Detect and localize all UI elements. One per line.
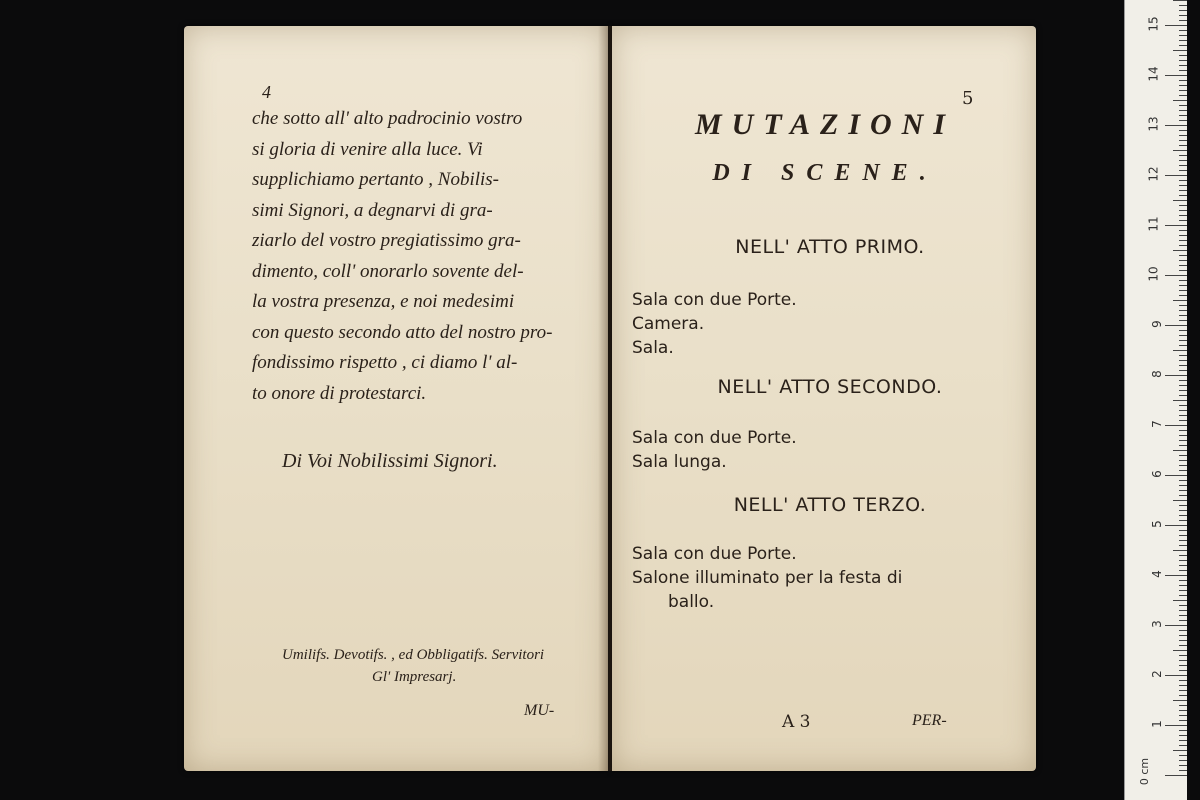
ruler-tick <box>1179 145 1187 146</box>
ruler-tick <box>1179 110 1187 111</box>
ruler-tick <box>1179 205 1187 206</box>
ruler-tick <box>1179 695 1187 696</box>
ruler-tick <box>1165 625 1187 626</box>
ruler-tick <box>1165 225 1187 226</box>
ruler-tick <box>1179 60 1187 61</box>
left-page-number: 4 <box>262 82 271 102</box>
ruler-tick <box>1179 730 1187 731</box>
scene-item: Sala con due Porte. <box>632 544 797 564</box>
ruler-tick <box>1179 220 1187 221</box>
ruler-tick <box>1179 590 1187 591</box>
ruler-tick <box>1179 290 1187 291</box>
ruler-tick <box>1179 395 1187 396</box>
ruler-tick <box>1179 380 1187 381</box>
ruler-tick <box>1179 210 1187 211</box>
ruler-tick <box>1179 385 1187 386</box>
ruler-tick <box>1179 605 1187 606</box>
body-line: si gloria di venire alla luce. Vi <box>252 138 483 160</box>
ruler-unit-label: 0 cm <box>1138 757 1152 786</box>
ruler-tick <box>1173 300 1187 301</box>
ruler-tick <box>1165 675 1187 676</box>
ruler-tick <box>1179 190 1187 191</box>
salutation: Di Voi Nobilissimi Signori. <box>282 450 498 472</box>
ruler-tick <box>1179 655 1187 656</box>
ruler-tick <box>1179 215 1187 216</box>
ruler-tick <box>1165 725 1187 726</box>
ruler-tick <box>1179 390 1187 391</box>
ruler-tick <box>1179 165 1187 166</box>
left-catchword: MU- <box>524 702 555 719</box>
ruler-tick <box>1179 445 1187 446</box>
ruler-tick <box>1179 410 1187 411</box>
ruler-tick <box>1179 80 1187 81</box>
ruler-tick <box>1179 245 1187 246</box>
ruler-tick <box>1179 405 1187 406</box>
ruler-tick <box>1179 115 1187 116</box>
ruler-tick <box>1165 75 1187 76</box>
ruler-tick <box>1179 620 1187 621</box>
ruler-tick <box>1173 400 1187 401</box>
ruler-number: 9 <box>1150 320 1165 328</box>
ruler-tick <box>1179 755 1187 756</box>
ruler-tick <box>1179 760 1187 761</box>
ruler-tick <box>1179 595 1187 596</box>
ruler-number: 15 <box>1146 16 1161 32</box>
ruler-tick <box>1173 100 1187 101</box>
ruler-tick <box>1179 295 1187 296</box>
ruler-tick <box>1179 745 1187 746</box>
ruler-tick <box>1179 460 1187 461</box>
ruler-tick <box>1179 30 1187 31</box>
ruler-tick <box>1179 180 1187 181</box>
ruler-tick <box>1179 305 1187 306</box>
ruler-tick <box>1179 160 1187 161</box>
ruler-tick <box>1179 740 1187 741</box>
ruler-tick <box>1173 50 1187 51</box>
ruler-tick <box>1165 525 1187 526</box>
scene-item: ballo. <box>668 592 715 612</box>
ruler-tick <box>1173 200 1187 201</box>
ruler-tick <box>1179 735 1187 736</box>
ruler-tick <box>1179 10 1187 11</box>
ruler-tick <box>1173 250 1187 251</box>
ruler-tick <box>1165 275 1187 276</box>
ruler-tick <box>1179 15 1187 16</box>
ruler-tick <box>1179 155 1187 156</box>
ruler-tick <box>1179 640 1187 641</box>
ruler-tick <box>1179 345 1187 346</box>
ruler-tick <box>1179 270 1187 271</box>
ruler-tick <box>1179 485 1187 486</box>
ruler-tick <box>1179 635 1187 636</box>
ruler-tick <box>1173 550 1187 551</box>
measurement-ruler <box>1124 0 1187 800</box>
ruler-tick <box>1165 325 1187 326</box>
ruler-tick <box>1179 540 1187 541</box>
ruler-tick <box>1179 585 1187 586</box>
ruler-tick <box>1179 365 1187 366</box>
left-page-body <box>252 104 592 409</box>
ruler-tick <box>1179 440 1187 441</box>
ruler-tick <box>1173 150 1187 151</box>
ruler-tick <box>1179 480 1187 481</box>
ruler-tick <box>1179 455 1187 456</box>
ruler-number: 8 <box>1150 370 1165 378</box>
ruler-tick <box>1179 355 1187 356</box>
ruler-number: 14 <box>1146 66 1161 82</box>
ruler-tick <box>1179 490 1187 491</box>
page-title: MUTAZIONI <box>694 108 956 141</box>
body-line: che sotto all' alto padrocinio vostro <box>252 108 523 129</box>
ruler-tick <box>1179 765 1187 766</box>
ruler-number: 2 <box>1150 670 1165 678</box>
ruler-tick <box>1179 660 1187 661</box>
ruler-tick <box>1179 360 1187 361</box>
act-heading: NELL' ATTO TERZO. <box>733 494 927 516</box>
ruler-tick <box>1179 70 1187 71</box>
ruler-tick <box>1179 260 1187 261</box>
ruler-number: 6 <box>1150 470 1165 478</box>
ruler-tick <box>1179 520 1187 521</box>
ruler-tick <box>1179 340 1187 341</box>
ruler-tick <box>1179 185 1187 186</box>
ruler-tick <box>1179 545 1187 546</box>
ruler-tick <box>1179 235 1187 236</box>
act-heading: NELL' ATTO SECONDO. <box>717 376 943 398</box>
body-line: dimento, coll' onorarlo sovente del- <box>252 260 524 282</box>
ruler-tick <box>1173 700 1187 701</box>
ruler-number: 5 <box>1150 520 1165 528</box>
ruler-tick <box>1179 195 1187 196</box>
ruler-tick <box>1179 420 1187 421</box>
ruler-tick <box>1173 500 1187 501</box>
ruler-tick <box>1179 685 1187 686</box>
ruler-tick <box>1179 140 1187 141</box>
scene-item: Sala con due Porte. <box>632 290 797 310</box>
ruler-tick <box>1179 580 1187 581</box>
ruler-tick <box>1179 470 1187 471</box>
ruler-tick <box>1179 430 1187 431</box>
signature-line: Gl' Impresarj. <box>372 669 457 685</box>
ruler-tick <box>1179 630 1187 631</box>
ruler-number: 3 <box>1150 620 1165 628</box>
body-line: ziarlo del vostro pregiatissimo gra- <box>252 230 521 251</box>
ruler-tick <box>1165 425 1187 426</box>
signature-block <box>282 644 602 688</box>
scene-list <box>632 542 902 614</box>
ruler-tick <box>1179 40 1187 41</box>
ruler-tick <box>1179 20 1187 21</box>
ruler-tick <box>1179 715 1187 716</box>
ruler-tick <box>1179 515 1187 516</box>
left-page <box>184 26 608 771</box>
ruler-tick <box>1179 265 1187 266</box>
ruler-tick <box>1179 505 1187 506</box>
ruler-tick <box>1179 135 1187 136</box>
ruler-tick <box>1179 565 1187 566</box>
ruler-tick <box>1179 120 1187 121</box>
ruler-tick <box>1165 25 1187 26</box>
ruler-tick <box>1179 310 1187 311</box>
body-line: fondissimo rispetto , ci diamo l' al- <box>252 352 518 373</box>
signature-line: Umilifs. Devotifs. , ed Obbligatifs. Servitori <box>282 647 545 663</box>
ruler-tick <box>1165 575 1187 576</box>
ruler-tick <box>1173 350 1187 351</box>
ruler-tick <box>1179 690 1187 691</box>
ruler-number: 10 <box>1146 266 1161 282</box>
ruler-tick <box>1179 465 1187 466</box>
ruler-tick <box>1173 750 1187 751</box>
ruler-tick <box>1179 95 1187 96</box>
ruler-tick <box>1179 720 1187 721</box>
body-line: to onore di protestarci. <box>252 382 427 404</box>
scene-item: Sala con due Porte. <box>632 428 797 448</box>
ruler-tick <box>1165 175 1187 176</box>
ruler-tick <box>1179 5 1187 6</box>
ruler-tick <box>1179 510 1187 511</box>
ruler-tick <box>1179 435 1187 436</box>
ruler-tick <box>1165 775 1187 776</box>
ruler-tick <box>1179 710 1187 711</box>
scene-list <box>632 288 797 360</box>
ruler-tick <box>1179 535 1187 536</box>
ruler-tick <box>1179 230 1187 231</box>
right-catchword: PER- <box>912 712 947 729</box>
ruler-tick <box>1179 645 1187 646</box>
ruler-number: 13 <box>1146 116 1161 132</box>
ruler-tick <box>1179 680 1187 681</box>
ruler-tick <box>1179 255 1187 256</box>
ruler-tick <box>1179 705 1187 706</box>
right-page-number: 5 <box>962 88 974 109</box>
ruler-tick <box>1179 280 1187 281</box>
ruler-tick <box>1173 450 1187 451</box>
ruler-tick <box>1179 85 1187 86</box>
ruler-number: 4 <box>1150 570 1165 578</box>
ruler-tick <box>1179 285 1187 286</box>
ruler-tick <box>1179 130 1187 131</box>
ruler-tick <box>1179 55 1187 56</box>
ruler-tick <box>1179 65 1187 66</box>
body-line: supplichiamo pertanto , Nobilis- <box>252 169 499 190</box>
ruler-tick <box>1179 560 1187 561</box>
ruler-tick <box>1179 555 1187 556</box>
signature-mark: A 3 <box>782 712 811 732</box>
body-line: la vostra presenza, e noi medesimi <box>252 291 515 312</box>
ruler-tick <box>1165 375 1187 376</box>
ruler-tick <box>1173 0 1187 1</box>
right-page <box>612 26 1036 771</box>
ruler-tick <box>1179 320 1187 321</box>
ruler-tick <box>1179 370 1187 371</box>
ruler-tick <box>1179 670 1187 671</box>
ruler-tick <box>1173 600 1187 601</box>
ruler-tick <box>1179 330 1187 331</box>
open-book <box>180 18 1040 778</box>
ruler-number: 12 <box>1146 166 1161 182</box>
scene-item: Camera. <box>632 314 705 334</box>
ruler-tick <box>1179 665 1187 666</box>
ruler-tick <box>1179 615 1187 616</box>
act-heading: NELL' ATTO PRIMO. <box>735 236 925 258</box>
ruler-tick <box>1179 90 1187 91</box>
ruler-number: 1 <box>1150 720 1165 728</box>
ruler-tick <box>1179 495 1187 496</box>
ruler-tick <box>1179 240 1187 241</box>
ruler-tick <box>1165 475 1187 476</box>
ruler-tick <box>1179 35 1187 36</box>
scene-item: Sala lunga. <box>632 452 727 472</box>
ruler-tick <box>1165 125 1187 126</box>
ruler-tick <box>1179 315 1187 316</box>
ruler-number: 11 <box>1146 216 1161 232</box>
scene-item: Sala. <box>632 338 674 358</box>
body-line: simi Signori, a degnarvi di gra- <box>252 199 493 221</box>
ruler-tick <box>1179 335 1187 336</box>
ruler-tick <box>1179 45 1187 46</box>
ruler-number: 7 <box>1150 420 1165 428</box>
ruler-tick <box>1173 650 1187 651</box>
scene-list <box>632 426 797 474</box>
ruler-tick <box>1179 530 1187 531</box>
ruler-tick <box>1179 105 1187 106</box>
scene-item: Salone illuminato per la festa di <box>632 568 903 588</box>
ruler-tick <box>1179 770 1187 771</box>
ruler-tick <box>1179 170 1187 171</box>
body-line: con questo secondo atto del nostro pro- <box>252 321 553 343</box>
ruler-tick <box>1179 415 1187 416</box>
page-subtitle: DI SCENE. <box>712 160 938 186</box>
ruler-tick <box>1179 570 1187 571</box>
ruler-tick <box>1179 610 1187 611</box>
